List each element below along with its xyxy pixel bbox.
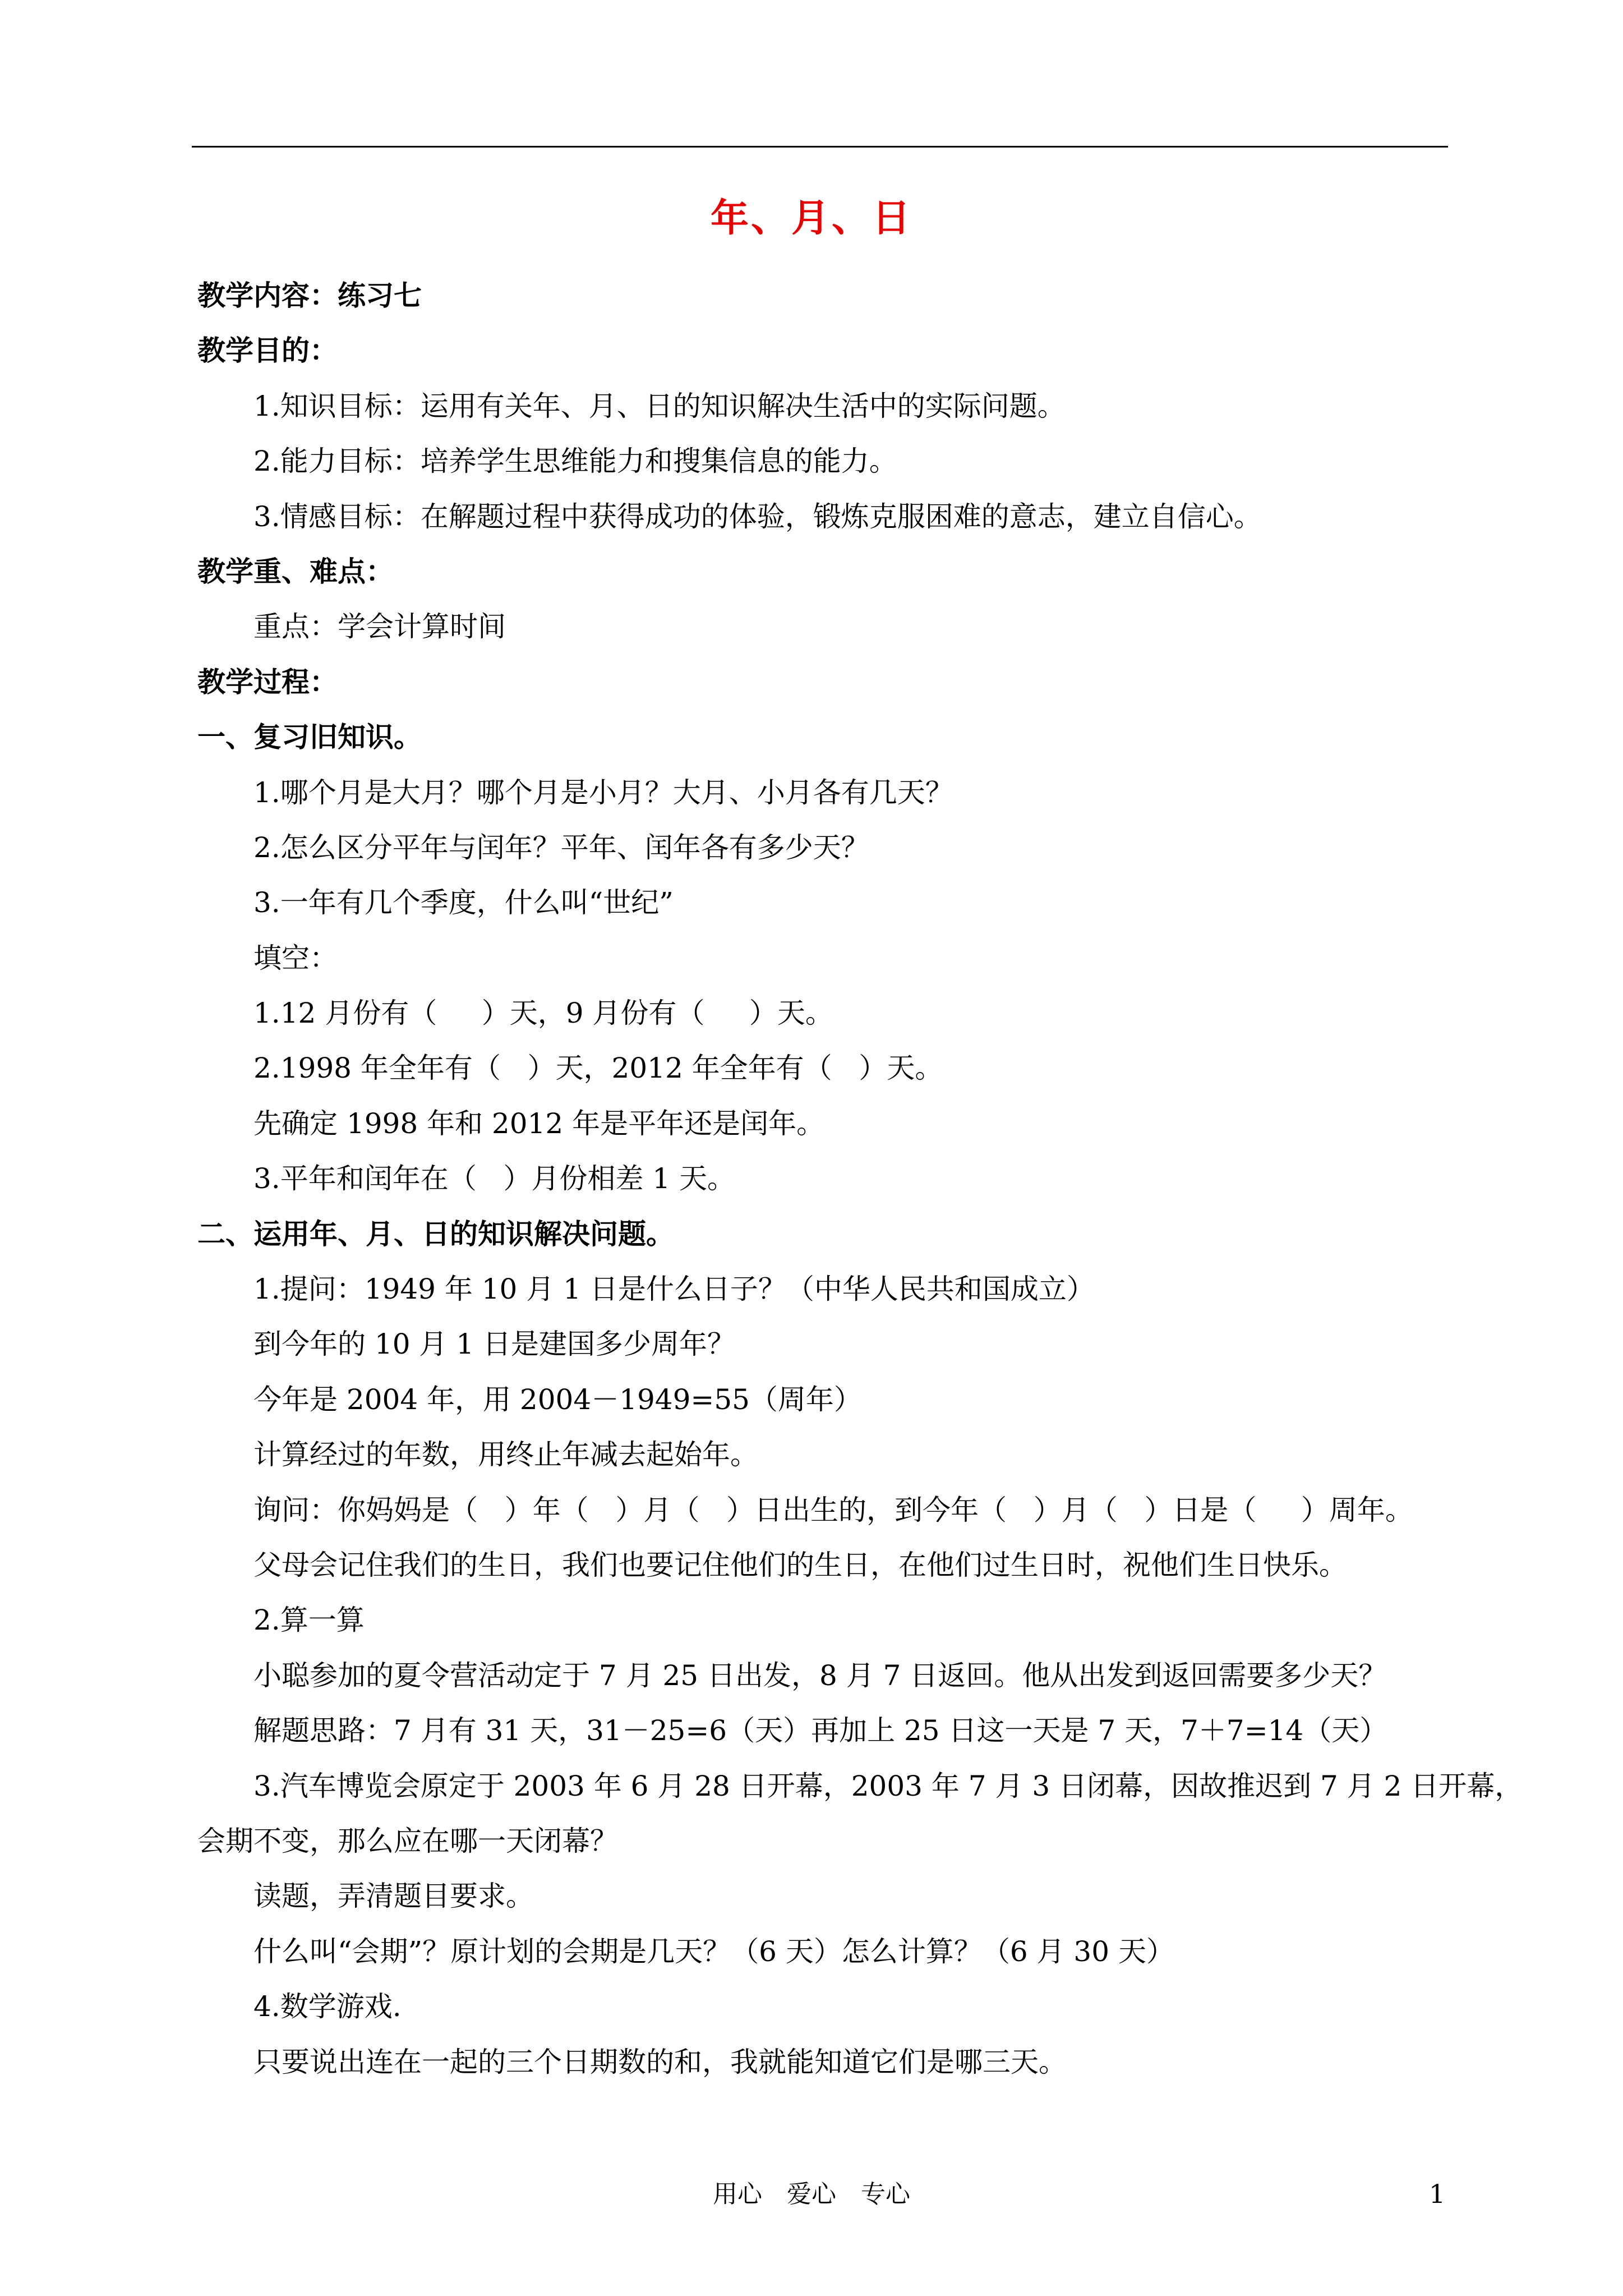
- document-title: 年、月、日: [710, 196, 912, 241]
- paragraph-line: 1.哪个月是大月？哪个月是小月？大月、小月各有几天？: [253, 776, 953, 809]
- paragraph-line: 到今年的 10 月 1 日是建国多少周年？: [253, 1328, 736, 1361]
- section-heading: 教学目的：: [197, 334, 338, 367]
- paragraph-line: 只要说出连在一起的三个日期数的和，我就能知道它们是哪三天。: [253, 2045, 1067, 2078]
- section-heading: 教学重、难点：: [197, 554, 394, 588]
- section-heading: 二、运用年、月、日的知识解决问题。: [197, 1217, 674, 1250]
- header-rule: [192, 146, 1448, 148]
- section-heading: 教学内容：练习七: [197, 279, 422, 312]
- paragraph-line: 今年是 2004 年，用 2004－1949=55（周年）: [253, 1383, 862, 1416]
- paragraph-line: 3.情感目标：在解题过程中获得成功的体验，锻炼克服困难的意志，建立自信心。: [253, 500, 1262, 533]
- paragraph-line: 重点：学会计算时间: [253, 610, 506, 643]
- section-heading: 教学过程：: [197, 665, 338, 698]
- paragraph-line: 2.1998 年全年有（ ）天，2012 年全年有（ ）天。: [253, 1052, 943, 1085]
- paragraph-line: 1.知识目标：运用有关年、月、日的知识解决生活中的实际问题。: [253, 389, 1066, 422]
- paragraph-line: 小聪参加的夏令营活动定于 7 月 25 日出发，8 月 7 日返回。他从出发到返回需要多少天？: [253, 1659, 1387, 1692]
- paragraph-line: 询问：你妈妈是（ ）年（ ）月（ ）日出生的，到今年（ ）月（ ）日是（ ）周年。: [253, 1493, 1413, 1526]
- paragraph-line: 填空：: [253, 941, 338, 974]
- paragraph-line: 父母会记住我们的生日，我们也要记住他们的生日，在他们过生日时，祝他们生日快乐。: [253, 1548, 1347, 1581]
- paragraph-line: 读题，弄清题目要求。: [253, 1880, 534, 1913]
- paragraph-line: 3.一年有几个季度，什么叫“世纪”: [253, 886, 674, 919]
- paragraph-line: 2.能力目标：培养学生思维能力和搜集信息的能力。: [253, 445, 897, 478]
- paragraph-line: 1.提问：1949 年 10 月 1 日是什么日子？（中华人民共和国成立）: [253, 1273, 1095, 1306]
- paragraph-line: 先确定 1998 年和 2012 年是平年还是闰年。: [253, 1107, 825, 1140]
- section-heading: 一、复习旧知识。: [197, 720, 422, 754]
- paragraph-line: 计算经过的年数，用终止年减去起始年。: [253, 1438, 758, 1471]
- paragraph-line: 1.12 月份有（ ）天，9 月份有（ ）天。: [253, 997, 833, 1030]
- paragraph-line: 2.怎么区分平年与闰年？平年、闰年各有多少天？: [253, 831, 869, 864]
- paragraph-line: 3.汽车博览会原定于 2003 年 6 月 28 日开幕，2003 年 7 月 3 日闭幕，因故推迟到 7 月 2 日开幕，: [253, 1769, 1523, 1802]
- paragraph-line: 什么叫“会期”？原计划的会期是几天？（6 天）怎么计算？（6 月 30 天）: [253, 1935, 1174, 1968]
- paragraph-line: 2.算一算: [253, 1604, 365, 1637]
- paragraph-line: 4.数学游戏.: [253, 1990, 402, 2023]
- page-number: 1: [1429, 2179, 1446, 2209]
- page-footer: 用心 爱心 专心: [713, 2180, 910, 2208]
- paragraph-line: 解题思路：7 月有 31 天，31－25=6（天）再加上 25 日这一天是 7 天，7＋7=14（天）: [253, 1714, 1388, 1747]
- paragraph-line: 3.平年和闰年在（ ）月份相差 1 天。: [253, 1162, 735, 1195]
- document-body: [197, 268, 1523, 2090]
- paragraph-line: 会期不变，那么应在哪一天闭幕？: [197, 1824, 618, 1857]
